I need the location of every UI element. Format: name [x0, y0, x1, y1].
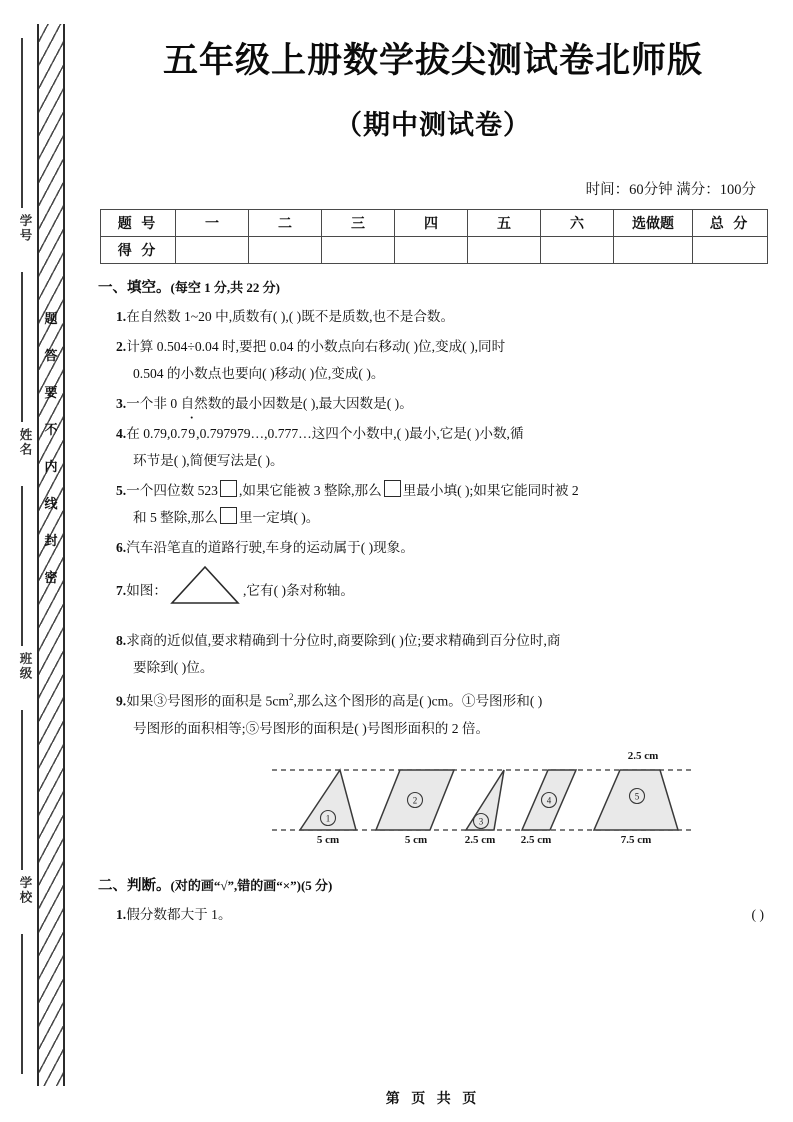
rule-below-student-id — [21, 272, 23, 422]
score-cell-1[interactable] — [176, 237, 249, 264]
question-1-6-text: 汽车沿笔直的道路行驶,车身的运动属于( )现象。 — [126, 540, 414, 555]
table-row-scores — [101, 237, 768, 264]
section-1-heading — [98, 276, 772, 297]
shape-5-base-label: 7.5 cm — [620, 833, 652, 846]
seal-char-3: 不 — [44, 422, 58, 437]
page-subtitle: （期中测试卷） — [335, 110, 531, 141]
question-1-3-text: 一个非 0 自然数的最小因数是( ),最大因数是( )。 — [126, 396, 413, 411]
score-header-4: 四 — [395, 210, 468, 237]
question-1-7 — [116, 564, 772, 624]
score-header-7: 选做题 — [614, 210, 693, 237]
label-school: 学校 — [18, 876, 32, 905]
question-1-2-number: 2. — [116, 339, 127, 354]
question-1-4-line-b: 环节是( ),简便写法是( )。 — [133, 453, 284, 468]
question-1-5-line-a-post: 里最小填( );如果它能同时被 2 — [402, 483, 579, 498]
label-class: 班级 — [18, 652, 32, 681]
question-1-6 — [116, 534, 772, 561]
score-header-6: 六 — [541, 210, 614, 237]
question-1-8-line-b: 要除到( )位。 — [133, 660, 214, 675]
repeating-decimal-mark: · 9 — [187, 420, 196, 447]
seal-char-4: 内 — [44, 459, 58, 474]
shape-2-marker: 2 — [412, 795, 418, 806]
shape-1-base-label: 5 cm — [316, 833, 340, 846]
shape-3-marker: 3 — [478, 816, 484, 827]
label-student-id: 学号 — [18, 214, 32, 243]
score-cell-6[interactable] — [541, 237, 614, 264]
question-1-5-line-a-mid: ,如果它能被 3 整除,那么 — [238, 483, 382, 498]
table-row-headers — [101, 210, 768, 237]
page-footer: 第 页 共 页 — [385, 1092, 481, 1107]
label-name: 姓名 — [18, 428, 32, 457]
shape-1-marker: 1 — [325, 813, 331, 824]
section-2-note: (对的画“√”,错的画“×”)(5 分) — [170, 877, 333, 893]
question-1-5-number: 5. — [116, 483, 127, 498]
score-cell-5[interactable] — [468, 237, 541, 264]
seal-char-5: 线 — [44, 496, 58, 511]
rule-above-student-id — [21, 38, 23, 208]
rule-below-name — [21, 486, 23, 646]
question-1-9-line-b: 号图形的面积相等;⑤号图形的面积是( )号图形面积的 2 倍。 — [133, 720, 490, 736]
question-1-7-number: 7. — [116, 583, 127, 598]
score-header-5: 五 — [468, 210, 541, 237]
geometry-shapes-figure — [98, 748, 772, 860]
blank-box-icon-1 — [220, 480, 237, 497]
section-2-heading — [98, 874, 772, 895]
section-2-title: 二、判断。 — [98, 877, 171, 894]
page-title: 五年级上册数学拔尖测试卷北师版 — [162, 41, 703, 81]
question-1-1-text: 在自然数 1~20 中,质数有( ),( )既不是质数,也不是合数。 — [126, 309, 455, 324]
question-1-8-line-a: 求商的近似值,要求精确到十分位时,商要除到( )位;要求精确到百分位时,商 — [126, 633, 561, 648]
score-cell-7[interactable] — [614, 237, 693, 264]
area-unit-exponent: 2 — [288, 692, 294, 702]
shape-3-base-label: 2.5 cm — [464, 833, 496, 846]
score-cell-2[interactable] — [249, 237, 322, 264]
seal-line-vertical-text — [40, 300, 62, 596]
score-cell-8[interactable] — [693, 237, 768, 264]
score-header-2: 二 — [249, 210, 322, 237]
seal-char-2: 要 — [44, 385, 58, 400]
rule-below-school — [21, 934, 23, 1074]
question-1-1-number: 1. — [116, 309, 127, 324]
question-1-5 — [116, 477, 772, 531]
score-header-8: 总 分 — [693, 210, 768, 237]
question-1-5-line-a-pre: 一个四位数 523 — [126, 483, 218, 498]
question-1-5-line-b-post: 里一定填( )。 — [238, 510, 320, 525]
question-2-1 — [116, 901, 772, 928]
question-1-8 — [116, 627, 772, 681]
shape-4-base-label: 2.5 cm — [520, 833, 552, 846]
score-table — [100, 209, 768, 264]
score-cell-3[interactable] — [322, 237, 395, 264]
score-cell-4[interactable] — [395, 237, 468, 264]
seal-char-6: 封 — [44, 533, 58, 548]
question-1-9-line-a-pre: 如果③号图形的面积是 5cm — [126, 693, 289, 709]
question-1-9 — [116, 684, 772, 742]
blank-box-icon-3 — [220, 507, 237, 524]
score-header-3: 三 — [322, 210, 395, 237]
score-row-label: 得 分 — [101, 237, 176, 264]
section-1-title: 一、填空。 — [98, 280, 171, 296]
question-1-2-line-b: 0.504 的小数点也要向( )移动( )位,变成( )。 — [133, 366, 385, 381]
score-header-1: 一 — [176, 210, 249, 237]
question-2-1-number: 1. — [116, 906, 127, 922]
section-1-note: (每空 1 分,共 22 分) — [170, 280, 280, 295]
question-1-3-number: 3. — [116, 396, 127, 411]
seal-char-1: 答 — [44, 348, 58, 363]
student-info-column — [8, 24, 36, 1086]
shape-5-top-label: 2.5 cm — [627, 749, 659, 762]
questions-area — [88, 276, 778, 928]
question-1-7-post: ,它有( )条对称轴。 — [242, 583, 354, 598]
question-1-1 — [116, 303, 772, 330]
question-2-1-answer-paren[interactable]: ( ) — [751, 906, 764, 922]
question-1-5-line-b-pre: 和 5 整除,那么 — [133, 510, 218, 525]
question-1-4 — [116, 420, 772, 474]
shape-5-marker: 5 — [634, 791, 640, 802]
shape-4-marker: 4 — [546, 795, 552, 806]
exam-meta-line: 时间：60分钟 满分：100分 — [585, 182, 756, 198]
triangle-icon — [169, 564, 241, 624]
question-1-4-line-a-post: ,0.797979…,0.777…这四个小数中,( )最小,它是( )小数,循 — [196, 426, 524, 441]
question-1-4-number: 4. — [116, 426, 127, 441]
question-1-7-pre: 如图： — [126, 583, 167, 598]
question-1-2-line-a: 计算 0.504÷0.04 时,要把 0.04 的小数点向右移动( )位,变成( ),同时 — [126, 339, 506, 354]
question-1-8-number: 8. — [116, 633, 127, 648]
score-table-wrapper — [88, 209, 778, 264]
rule-below-class — [21, 710, 23, 870]
question-1-9-line-a-post: ,那么这个图形的高是( )cm。①号图形和( ) — [293, 693, 543, 709]
question-1-6-number: 6. — [116, 540, 127, 555]
question-1-2 — [116, 333, 772, 387]
question-2-1-text: 假分数都大于 1。 — [126, 906, 232, 922]
exam-paper-body — [88, 0, 778, 1122]
question-1-9-number: 9. — [116, 693, 127, 709]
blank-box-icon-2 — [384, 480, 401, 497]
question-1-4-line-a-pre: 在 0.79,0.7 — [126, 426, 188, 441]
shape-2-base-label: 5 cm — [404, 833, 428, 846]
score-header-0: 题 号 — [101, 210, 176, 237]
seal-char-0: 题 — [44, 311, 58, 326]
question-1-3 — [116, 390, 772, 417]
seal-char-7: 密 — [44, 570, 58, 585]
